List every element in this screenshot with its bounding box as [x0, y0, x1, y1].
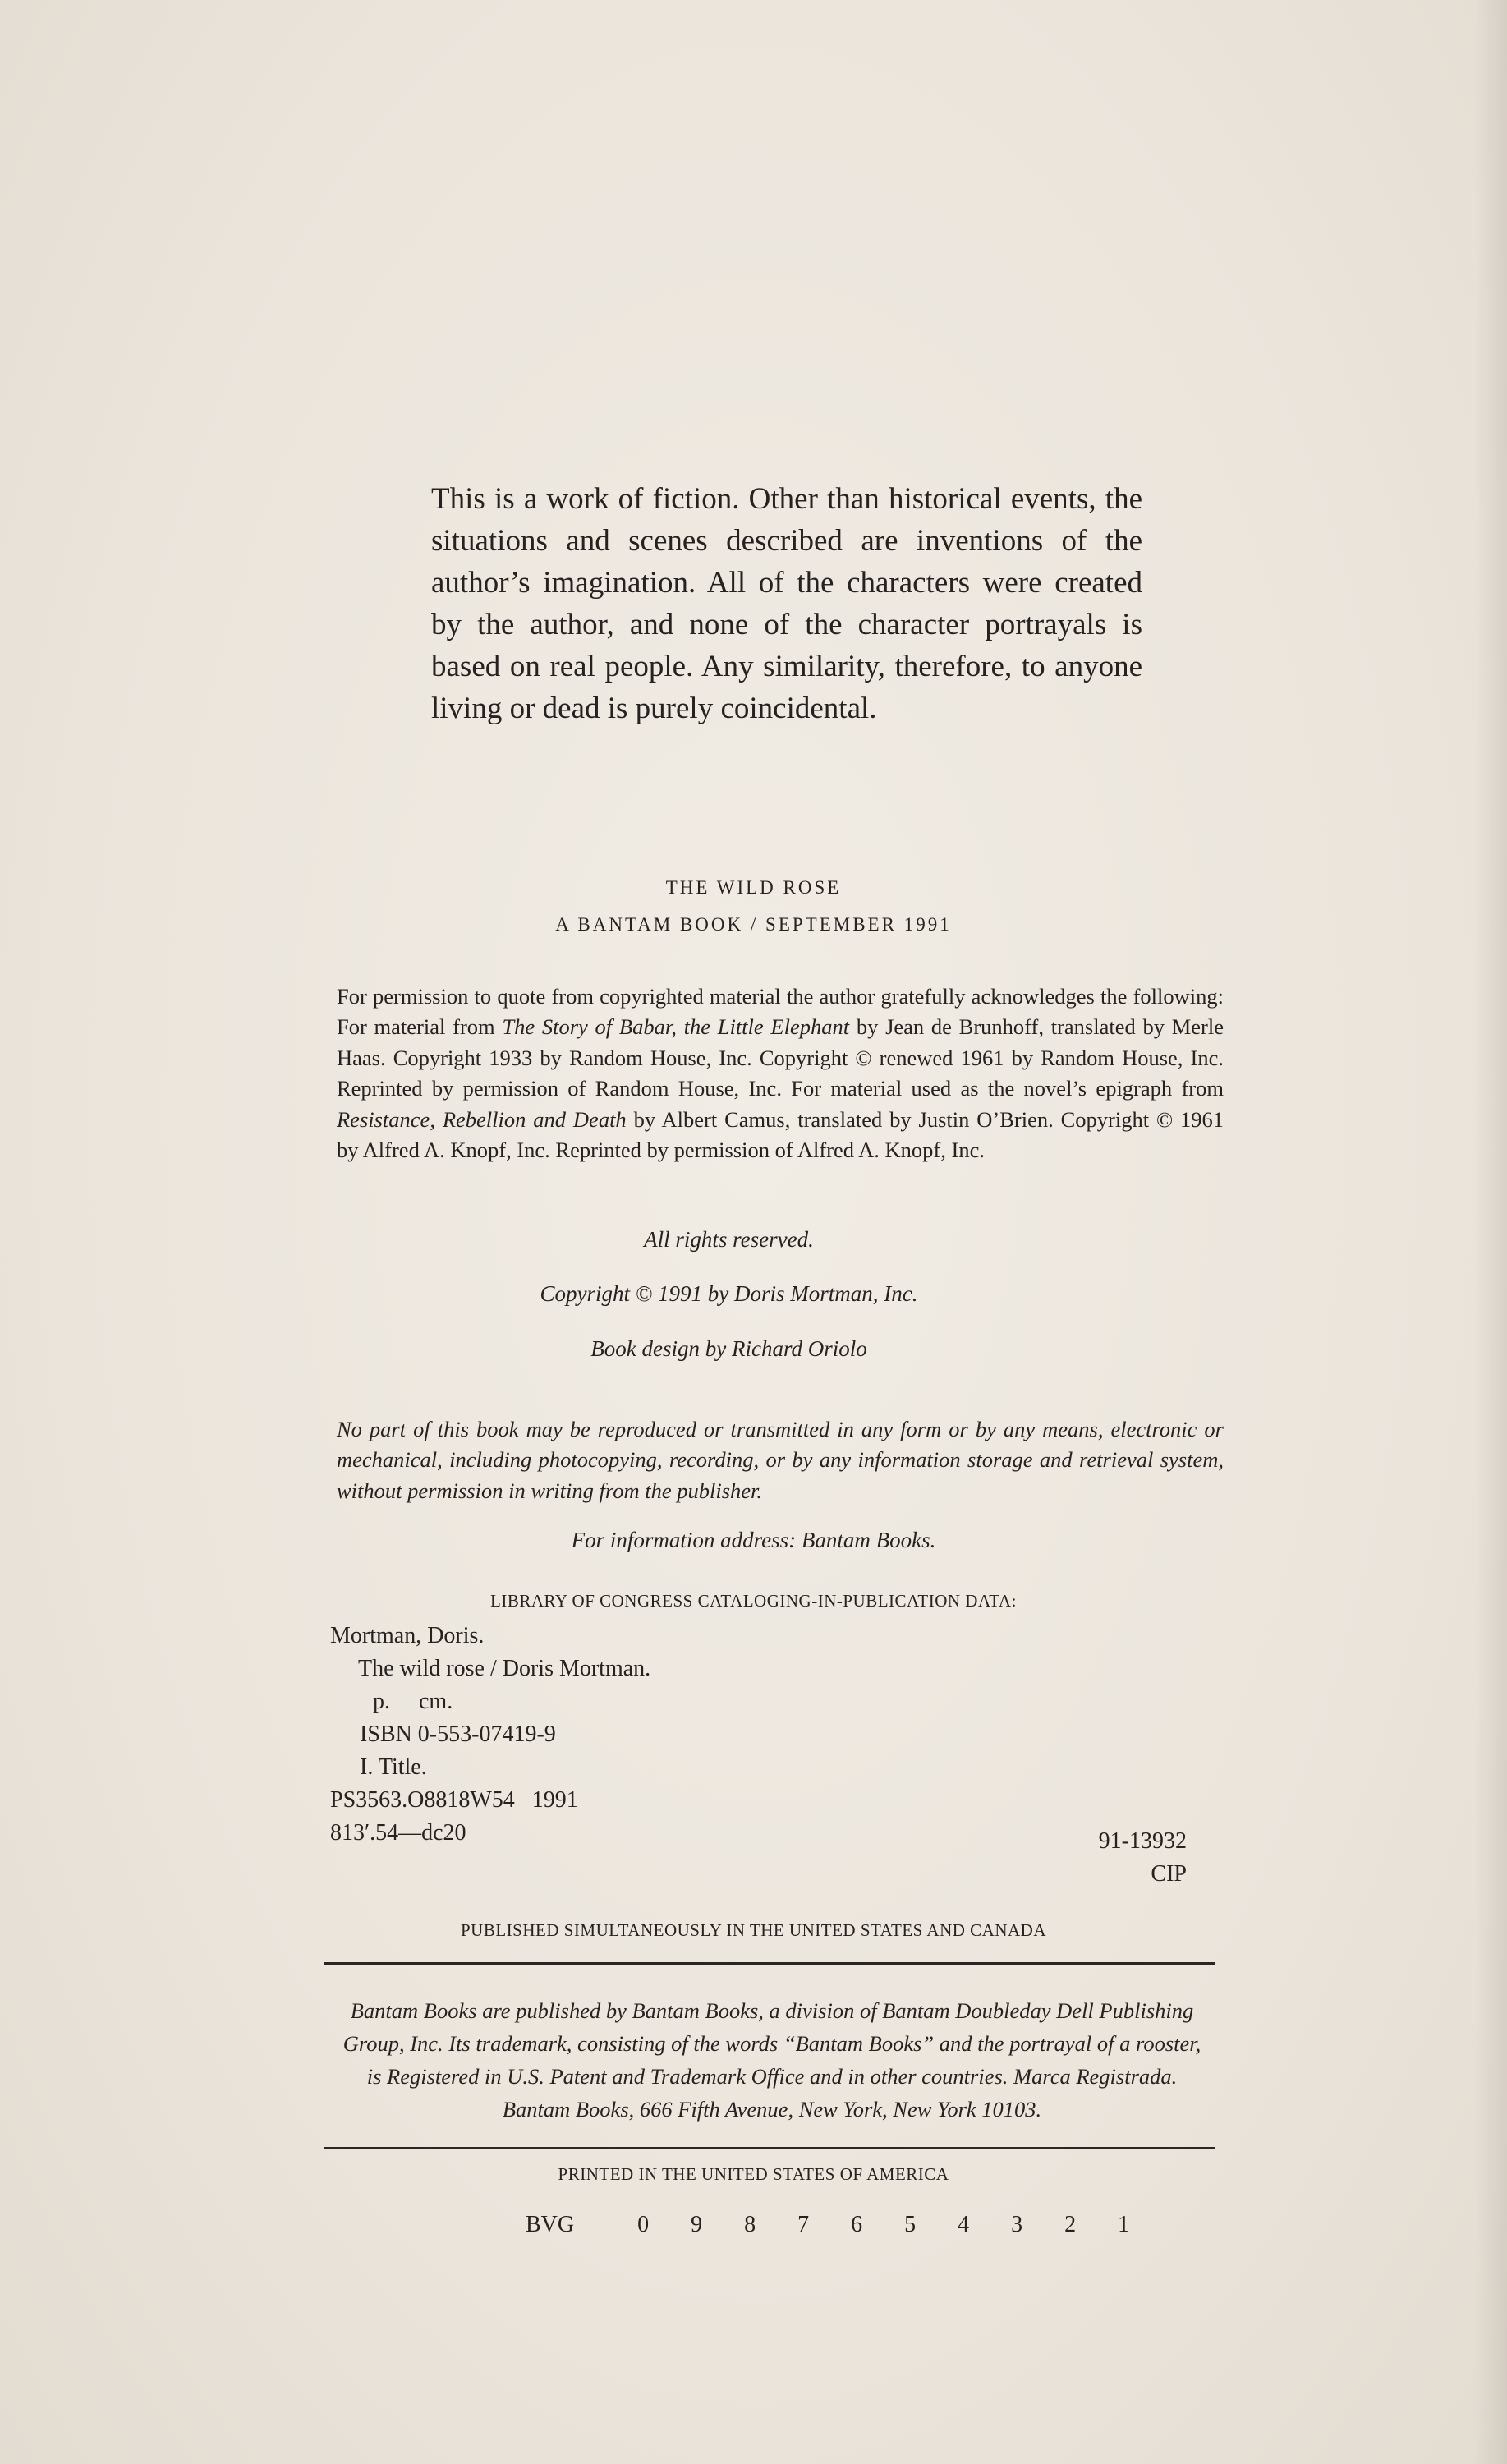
divider	[324, 1962, 1215, 1965]
copyright-notice: Copyright © 1991 by Doris Mortman, Inc.	[540, 1281, 918, 1306]
divider	[324, 2147, 1215, 2149]
permissions-paragraph	[337, 981, 1224, 1166]
cip-isbn: ISBN 0-553-07419-9	[360, 1722, 556, 1747]
published-simultaneously: PUBLISHED SIMULTANEOUSLY IN THE UNITED STATES AND CANADA	[460, 1920, 1046, 1940]
permissions-text: For permission to quote from copyrighted material the author gratefully acknowledges the following: For material from	[337, 983, 1224, 1039]
permissions-text: by Albert Camus, translated by Justin O’Brien. Copyright © 1961 by Alfred A. Knopf, Inc. Reprinted by permission of Alfred A. Knopf, Inc.	[337, 1106, 1224, 1162]
cip-lc-class: PS3563.O8818W54 1991	[330, 1787, 578, 1813]
cip-title-entry: I. Title.	[360, 1754, 427, 1780]
fiction-disclaimer: This is a work of fiction. Other than historical events, the situations and scenes described are inventions of the author’s imagination. All of the characters were created by the author, and none of the character portrayals is based on real people. Any similarity, therefore, to anyone living or dead is purely coincidental.	[431, 482, 1142, 725]
cip-label: CIP	[1151, 1861, 1187, 1887]
design-credit: Book design by Richard Oriolo	[590, 1336, 867, 1361]
book-title: THE WILD ROSE	[665, 877, 842, 898]
printer-code: BVG	[526, 2212, 575, 2237]
printing-numbers: 0 9 8 7 6 5 4 3 2 1	[637, 2212, 1148, 2237]
cataloging-header: LIBRARY OF CONGRESS CATALOGING-IN-PUBLICATION DATA:	[490, 1591, 1017, 1611]
cip-pages: p. cm.	[373, 1689, 453, 1714]
information-address: For information address: Bantam Books.	[571, 1528, 936, 1552]
cataloging-data	[330, 1620, 650, 1850]
quoted-book-title: The Story of Babar, the Little Elephant	[502, 1014, 850, 1039]
rights-reserved: All rights reserved.	[644, 1227, 814, 1252]
trademark-notice: Bantam Books are published by Bantam Books, a division of Bantam Doubleday Dell Publishing Group, Inc. Its trademark, consisting of the words “Bantam Books” and the portrayal of a rooster, is Registered in U.S. Patent and Trademark Office and in other countries. Marca Registrada. Bantam Books, 666 Fifth Avenue, New York, New York 10103.	[342, 1997, 1201, 2122]
printer-line	[526, 2212, 1147, 2238]
cip-title: The wild rose / Doris Mortman.	[358, 1656, 651, 1681]
edition-line: A BANTAM BOOK / SEPTEMBER 1991	[555, 914, 952, 935]
cip-number: 91-13932	[1098, 1828, 1187, 1854]
cip-dewey: 813′.54—dc20	[330, 1820, 466, 1846]
cip-author: Mortman, Doris.	[330, 1623, 485, 1648]
quoted-book-title: Resistance, Rebellion and Death	[337, 1106, 627, 1132]
reproduction-notice: No part of this book may be reproduced or transmitted in any form or by any means, electronic or mechanical, including photocopying, recording, or by any information storage and retrieval system, without permission in writing from the publisher.	[337, 1416, 1224, 1503]
permissions-text: by Jean de Brunhoff, translated by Merle Haas. Copyright 1933 by Random House, Inc. Copyright © renewed 1961 by Random House, Inc. Reprinted by permission of Random House, Inc. For material used as the novel’s epigraph from	[337, 1014, 1224, 1101]
printed-in-usa: PRINTED IN THE UNITED STATES OF AMERICA	[558, 2164, 949, 2184]
cip-record-number	[1072, 1825, 1187, 1891]
